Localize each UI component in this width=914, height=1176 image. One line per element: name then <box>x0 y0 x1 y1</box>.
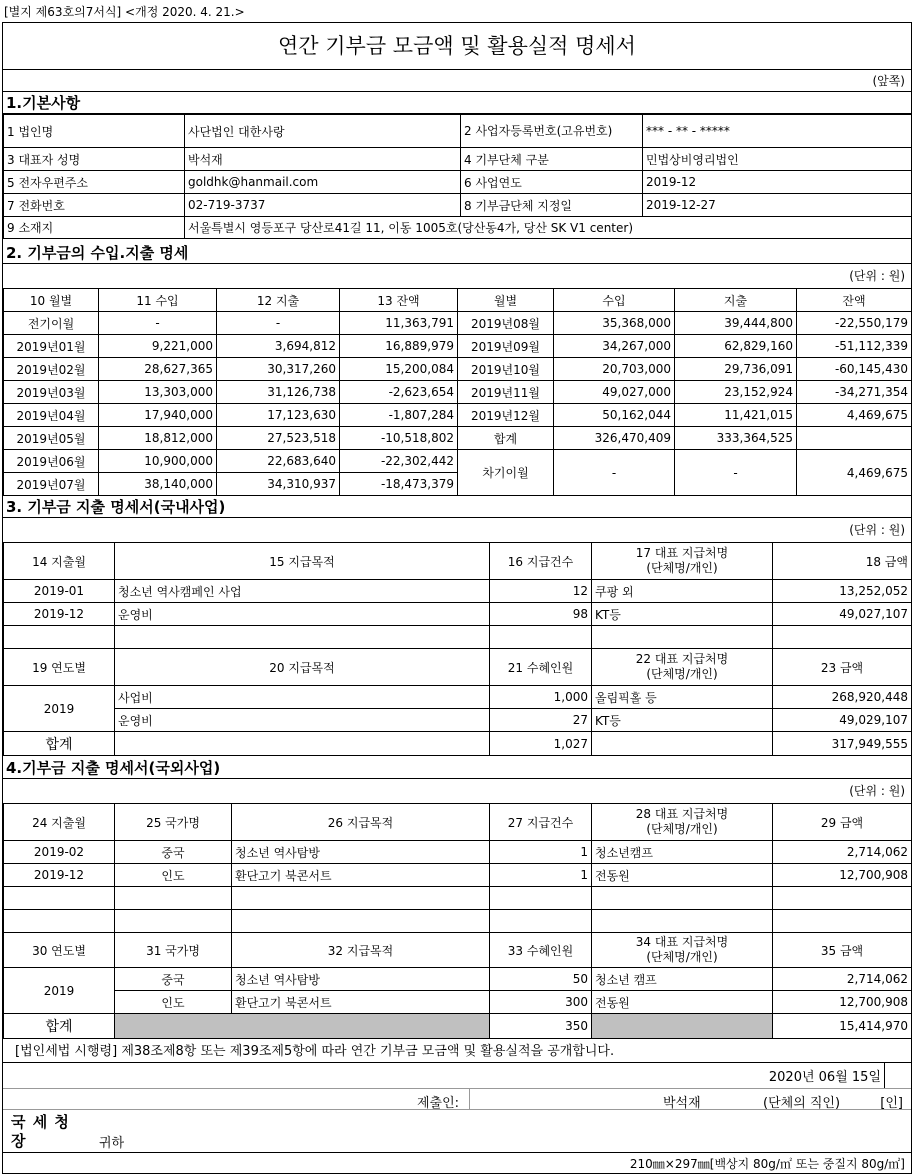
balance-cell: 11,363,791 <box>340 312 458 335</box>
col-purpose: 26 지급목적 <box>232 804 490 841</box>
income-total: 326,470,409 <box>554 427 675 450</box>
expense-cell: 30,317,260 <box>217 358 340 381</box>
col-count: 27 지급건수 <box>490 804 592 841</box>
total-label: 합계 <box>4 732 115 756</box>
submission-date: 2020년 06월 15일 <box>768 1070 881 1085</box>
total-amount: 15,414,970 <box>773 1014 912 1039</box>
submitter-label: 제출인: <box>417 1096 460 1111</box>
recipient-cell: 올림픽홀 등 <box>592 686 773 709</box>
income-cell: 50,162,044 <box>554 404 675 427</box>
purpose-cell: 청소년 역사캠페인 사업 <box>115 580 490 603</box>
empty-row <box>4 626 912 649</box>
month-cell: 2019-01 <box>4 580 115 603</box>
amount-cell: 2,714,062 <box>773 841 912 864</box>
income-cell: 49,027,000 <box>554 381 675 404</box>
submitter-row <box>3 1088 911 1110</box>
count-cell: 1 <box>490 841 592 864</box>
country-cell: 인도 <box>115 991 232 1014</box>
total-beneficiaries: 1,027 <box>490 732 592 756</box>
form-title: 연간 기부금 모금액 및 활용실적 명세서 <box>3 23 911 70</box>
table-row <box>4 580 912 603</box>
recipient-row <box>3 1110 911 1152</box>
amount-cell: 49,027,107 <box>773 603 912 626</box>
domestic-header-row <box>4 543 912 580</box>
total-row <box>4 732 912 756</box>
expense-cell: 27,523,518 <box>217 427 340 450</box>
month-cell: 2019-02 <box>4 841 115 864</box>
table-row <box>4 841 912 864</box>
balance-cell: -51,112,339 <box>797 335 912 358</box>
page-side-label: (앞쪽) <box>3 70 911 92</box>
designation-date-value: 2019-12-27 <box>643 194 912 217</box>
amount-cell: 12,700,908 <box>773 991 912 1014</box>
month-cell: 2019-12 <box>4 603 115 626</box>
shaded-cell <box>115 1014 490 1039</box>
col-recipient: 22 대표 지급처명 (단체명/개인) <box>592 649 773 686</box>
count-cell: 12 <box>490 580 592 603</box>
income-expense-table <box>3 288 912 496</box>
balance-cell: -18,473,379 <box>340 473 458 496</box>
submitter-name: 박석재 <box>663 1096 701 1111</box>
col-country: 25 국가명 <box>115 804 232 841</box>
org-type-value: 민법상비영리법인 <box>643 148 912 171</box>
count-cell: 1 <box>490 864 592 887</box>
balance-total <box>797 427 912 450</box>
col-purpose: 20 지급목적 <box>115 649 490 686</box>
recipient-cell: 전동원 <box>592 991 773 1014</box>
section4-heading: 4.기부금 지출 명세서(국외사업) <box>3 757 911 779</box>
month-cell: 2019-12 <box>4 864 115 887</box>
expense-cell: 29,736,091 <box>675 358 797 381</box>
basic-info-table <box>3 114 912 239</box>
table-row <box>4 335 912 358</box>
recipient-title: 국 세 청 장 <box>11 1113 70 1150</box>
expense-cell: 17,123,630 <box>217 404 340 427</box>
carry-forward-label: 차기이월 <box>458 450 554 496</box>
balance-cell: -2,623,654 <box>340 381 458 404</box>
org-type-label: 4 기부단체 구분 <box>461 148 643 171</box>
col-year: 30 연도별 <box>4 933 115 968</box>
balance-cell: 16,889,979 <box>340 335 458 358</box>
recipient-cell: 쿠팡 외 <box>592 580 773 603</box>
table-row <box>4 864 912 887</box>
recipient-cell: 청소년캠프 <box>592 841 773 864</box>
shaded-cell <box>592 1014 773 1039</box>
col-beneficiaries: 33 수혜인원 <box>490 933 592 968</box>
recipient-cell: 청소년 캠프 <box>592 968 773 991</box>
month-cell: 2019년12월 <box>458 404 554 427</box>
table-row <box>4 427 912 450</box>
expense-cell: 39,444,800 <box>675 312 797 335</box>
empty-row <box>4 887 912 910</box>
overseas-expense-table <box>3 803 912 1039</box>
col-recipient: 17 대표 지급처명 (단체명/개인) <box>592 543 773 580</box>
col-balance-2: 잔액 <box>797 289 912 312</box>
section1-heading: 1.기본사항 <box>3 92 911 114</box>
carry-expense: - <box>675 450 797 496</box>
col-beneficiaries: 21 수혜인원 <box>490 649 592 686</box>
income-cell: 28,627,365 <box>99 358 217 381</box>
col-purpose: 15 지급목적 <box>115 543 490 580</box>
amount-cell: 13,252,052 <box>773 580 912 603</box>
month-cell: 2019년06월 <box>4 450 99 473</box>
income-cell: 35,368,000 <box>554 312 675 335</box>
total-row <box>4 1014 912 1039</box>
total-beneficiaries: 350 <box>490 1014 592 1039</box>
month-cell: 2019년11월 <box>458 381 554 404</box>
expense-cell: 62,829,160 <box>675 335 797 358</box>
table-row <box>4 709 912 732</box>
expense-cell: - <box>217 312 340 335</box>
balance-cell: -10,518,802 <box>340 427 458 450</box>
domestic-expense-table <box>3 542 912 756</box>
form-frame <box>2 22 912 1174</box>
legal-statement: [법인세법 시행령] 제38조제8항 또는 제39조제5항에 따라 연간 기부금 모금액 및 활용실적을 공개합니다. <box>3 1041 911 1063</box>
email-label: 5 전자우편주소 <box>4 171 185 194</box>
col-amount: 35 금액 <box>773 933 912 968</box>
table-row <box>4 686 912 709</box>
expense-cell: 34,310,937 <box>217 473 340 496</box>
biz-reg-value: *** - ** - ***** <box>643 115 912 148</box>
section3-unit: (단위 : 원) <box>849 523 905 537</box>
table-row <box>4 968 912 991</box>
col-count: 16 지급건수 <box>490 543 592 580</box>
month-cell: 2019년03월 <box>4 381 99 404</box>
date-row <box>3 1063 911 1088</box>
table-row <box>4 991 912 1014</box>
income-cell: 17,940,000 <box>99 404 217 427</box>
balance-cell: -22,302,442 <box>340 450 458 473</box>
biz-reg-label: 2 사업자등록번호(고유번호) <box>461 115 643 148</box>
recipient-cell: KT등 <box>592 709 773 732</box>
section2-unit: (단위 : 원) <box>849 269 905 283</box>
rep-name-label: 3 대표자 성명 <box>4 148 185 171</box>
year-cell: 2019 <box>4 968 115 1014</box>
col-amount: 23 금액 <box>773 649 912 686</box>
expense-cell: 22,683,640 <box>217 450 340 473</box>
col-expense-month: 14 지출월 <box>4 543 115 580</box>
country-cell: 중국 <box>115 968 232 991</box>
income-cell: 20,703,000 <box>554 358 675 381</box>
form-number: [별지 제63호의7서식] <개정 2020. 4. 21.> <box>4 5 245 19</box>
total-label: 합계 <box>458 427 554 450</box>
purpose-cell: 사업비 <box>115 686 490 709</box>
month-cell: 2019년02월 <box>4 358 99 381</box>
col-income-2: 수입 <box>554 289 675 312</box>
income-cell: 18,812,000 <box>99 427 217 450</box>
fiscal-year-label: 6 사업연도 <box>461 171 643 194</box>
col-expense-month: 24 지출월 <box>4 804 115 841</box>
carry-balance: 4,469,675 <box>797 450 912 496</box>
country-cell: 중국 <box>115 841 232 864</box>
col-month: 10 월별 <box>4 289 99 312</box>
purpose-cell: 운영비 <box>115 709 490 732</box>
country-cell: 인도 <box>115 864 232 887</box>
income-cell: 38,140,000 <box>99 473 217 496</box>
col-balance: 13 잔액 <box>340 289 458 312</box>
balance-cell: 15,200,084 <box>340 358 458 381</box>
income-cell: 13,303,000 <box>99 381 217 404</box>
table-row <box>4 450 912 473</box>
balance-cell: 4,469,675 <box>797 404 912 427</box>
seal-mark: [인] <box>880 1096 903 1111</box>
table-row <box>4 381 912 404</box>
expense-cell: 31,126,738 <box>217 381 340 404</box>
corp-name-value: 사단법인 대한사랑 <box>185 115 461 148</box>
month-cell: 2019년08월 <box>458 312 554 335</box>
amount-cell: 12,700,908 <box>773 864 912 887</box>
amount-cell: 268,920,448 <box>773 686 912 709</box>
amount-cell: 2,714,062 <box>773 968 912 991</box>
recipient-cell: KT등 <box>592 603 773 626</box>
beneficiaries-cell: 50 <box>490 968 592 991</box>
balance-cell: -1,807,284 <box>340 404 458 427</box>
overseas-year-header-row <box>4 933 912 968</box>
purpose-cell: 청소년 역사탐방 <box>232 968 490 991</box>
income-cell: - <box>99 312 217 335</box>
month-cell: 2019년09월 <box>458 335 554 358</box>
honorific: 귀하 <box>99 1136 125 1151</box>
expense-cell: 11,421,015 <box>675 404 797 427</box>
empty-row <box>4 910 912 933</box>
month-cell: 2019년05월 <box>4 427 99 450</box>
table-row <box>4 404 912 427</box>
address-label: 9 소재지 <box>4 217 185 239</box>
col-expense: 12 지출 <box>217 289 340 312</box>
col-recipient: 34 대표 지급처명 (단체명/개인) <box>592 933 773 968</box>
rep-name-value: 박석재 <box>185 148 461 171</box>
income-cell: 9,221,000 <box>99 335 217 358</box>
expense-cell: 23,152,924 <box>675 381 797 404</box>
month-cell: 2019년04월 <box>4 404 99 427</box>
col-amount: 29 금액 <box>773 804 912 841</box>
month-cell: 2019년10월 <box>458 358 554 381</box>
divider <box>469 1089 470 1110</box>
income-cell: 34,267,000 <box>554 335 675 358</box>
table-row <box>4 603 912 626</box>
col-country: 31 국가명 <box>115 933 232 968</box>
total-amount: 317,949,555 <box>773 732 912 756</box>
col-amount: 18 금액 <box>773 543 912 580</box>
purpose-cell: 환단고기 북콘서트 <box>232 991 490 1014</box>
col-expense-2: 지출 <box>675 289 797 312</box>
beneficiaries-cell: 27 <box>490 709 592 732</box>
divider <box>884 1063 885 1088</box>
domestic-year-header-row <box>4 649 912 686</box>
expense-total: 333,364,525 <box>675 427 797 450</box>
table-row <box>4 358 912 381</box>
beneficiaries-cell: 300 <box>490 991 592 1014</box>
purpose-cell: 환단고기 북콘서트 <box>232 864 490 887</box>
corp-name-label: 1 법인명 <box>4 115 185 148</box>
col-month-2: 월별 <box>458 289 554 312</box>
purpose-cell: 청소년 역사탐방 <box>232 841 490 864</box>
carry-income: - <box>554 450 675 496</box>
col-purpose: 32 지급목적 <box>232 933 490 968</box>
section3-heading: 3. 기부금 지출 명세서(국내사업) <box>3 496 911 518</box>
year-cell: 2019 <box>4 686 115 732</box>
org-seal-label: (단체의 직인) <box>763 1096 841 1111</box>
income-cell: 10,900,000 <box>99 450 217 473</box>
count-cell: 98 <box>490 603 592 626</box>
phone-label: 7 전화번호 <box>4 194 185 217</box>
section4-unit: (단위 : 원) <box>849 784 905 798</box>
month-cell: 전기이월 <box>4 312 99 335</box>
expense-cell: 3,694,812 <box>217 335 340 358</box>
overseas-header-row <box>4 804 912 841</box>
beneficiaries-cell: 1,000 <box>490 686 592 709</box>
balance-cell: -60,145,430 <box>797 358 912 381</box>
balance-cell: -34,271,354 <box>797 381 912 404</box>
income-expense-header-row <box>4 289 912 312</box>
purpose-cell: 운영비 <box>115 603 490 626</box>
table-row <box>4 312 912 335</box>
fiscal-year-value: 2019-12 <box>643 171 912 194</box>
designation-date-label: 8 기부금단체 지정일 <box>461 194 643 217</box>
balance-cell: -22,550,179 <box>797 312 912 335</box>
col-year: 19 연도별 <box>4 649 115 686</box>
section2-heading: 2. 기부금의 수입.지출 명세 <box>3 242 911 264</box>
col-recipient: 28 대표 지급처명 (단체명/개인) <box>592 804 773 841</box>
recipient-cell: 전동원 <box>592 864 773 887</box>
address-value: 서울특별시 영등포구 당산로41길 11, 이동 1005호(당산동4가, 당산 SK V1 center) <box>185 217 912 239</box>
phone-value: 02-719-3737 <box>185 194 461 217</box>
month-cell: 2019년01월 <box>4 335 99 358</box>
col-income: 11 수입 <box>99 289 217 312</box>
email-value: goldhk@hanmail.com <box>185 171 461 194</box>
amount-cell: 49,029,107 <box>773 709 912 732</box>
total-label: 합계 <box>4 1014 115 1039</box>
month-cell: 2019년07월 <box>4 473 99 496</box>
paper-spec: 210㎜×297㎜[백상지 80g/㎡ 또는 중질지 80g/㎡] <box>3 1152 911 1174</box>
